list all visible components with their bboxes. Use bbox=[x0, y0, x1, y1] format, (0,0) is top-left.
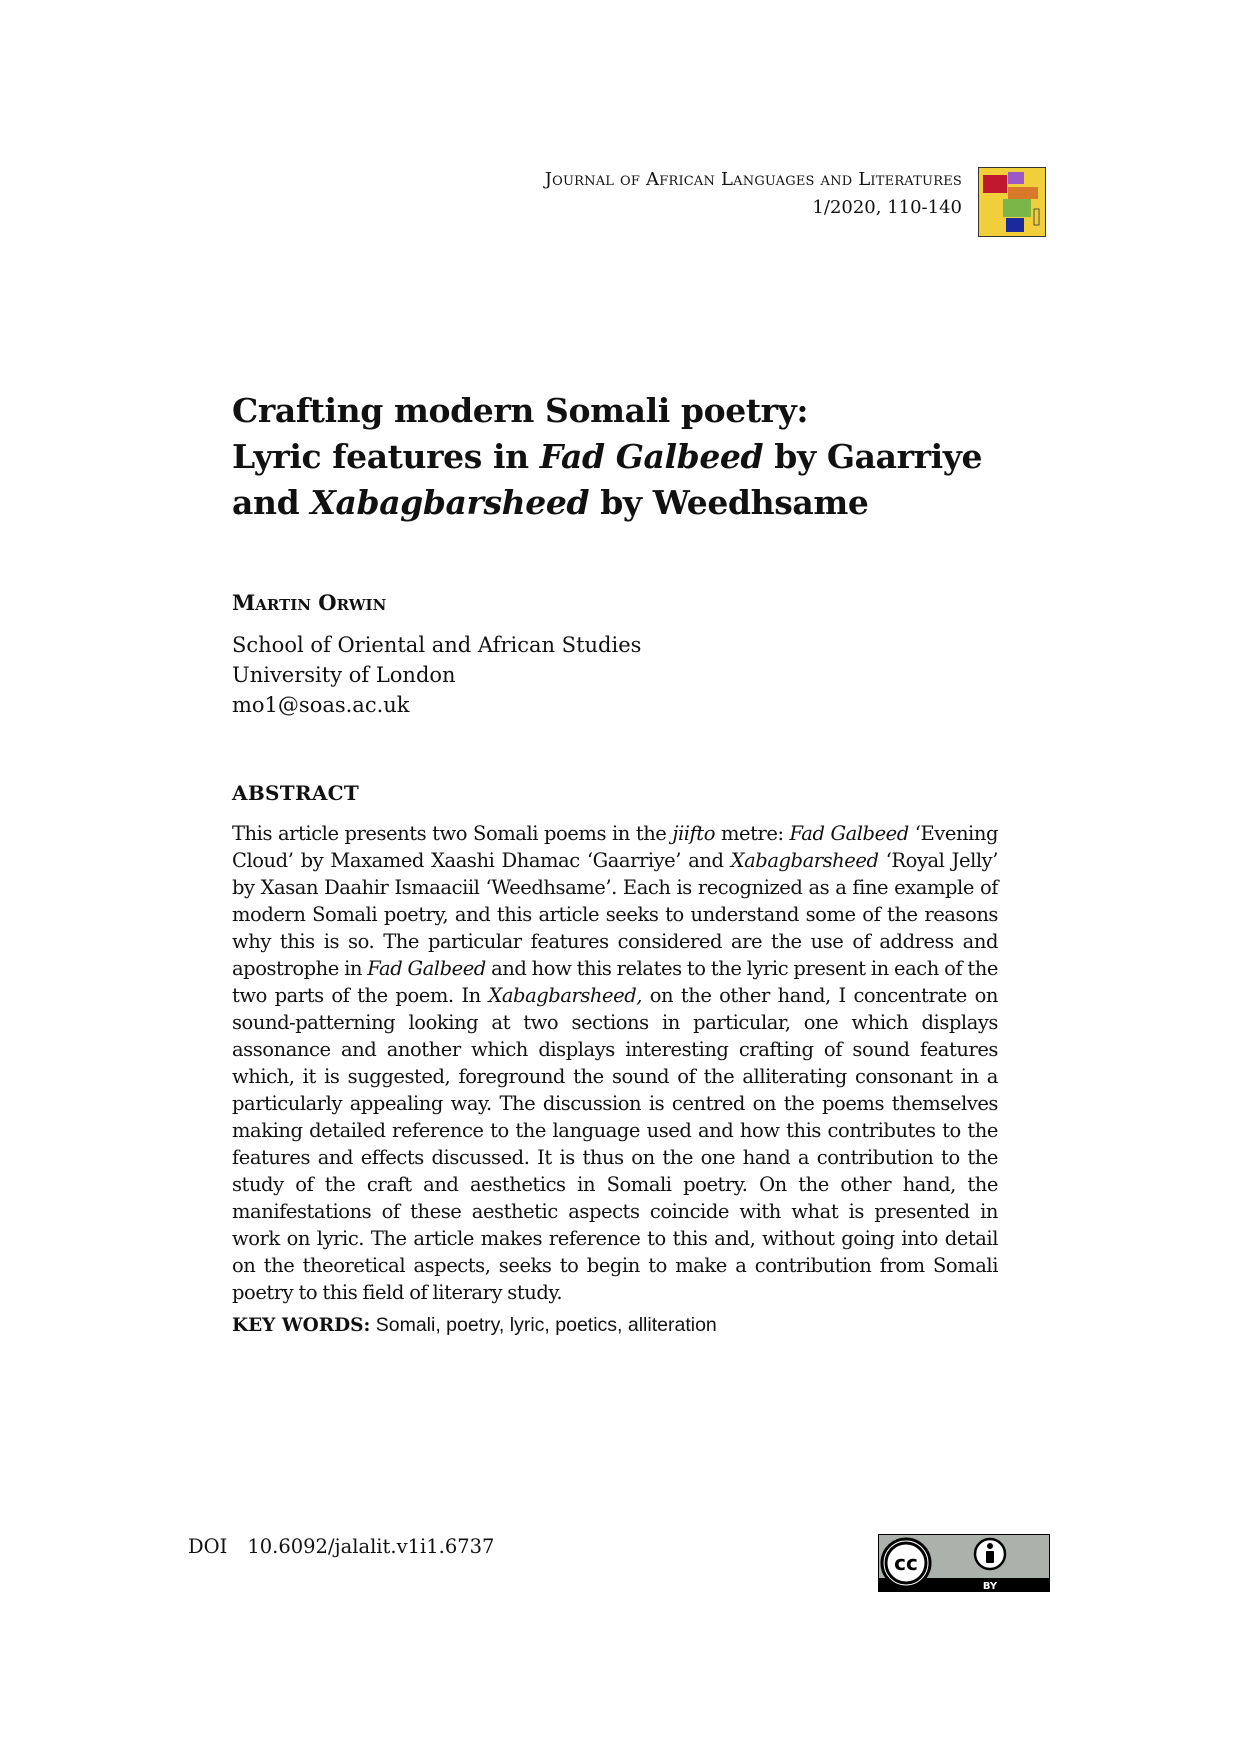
abstract-italic: jiifto bbox=[672, 822, 715, 845]
abstract-heading: ABSTRACT bbox=[232, 781, 360, 805]
journal-name: Journal of African Languages and Literatures bbox=[544, 169, 962, 190]
doi-label: DOI bbox=[188, 1535, 228, 1558]
keywords bbox=[232, 1310, 998, 1341]
title-line-1: Crafting modern Somali poetry: bbox=[232, 391, 809, 430]
keywords-value: Somali, poetry, lyric, poetics, alliteration bbox=[370, 1314, 717, 1336]
abstract-fragment: This article presents two Somali poems in the bbox=[232, 822, 673, 845]
title-line-2 bbox=[232, 434, 1012, 480]
keywords-label: KEY WORDS: bbox=[232, 1315, 371, 1336]
abstract-fragment: ‘Royal Jelly’ by Xasan Daahir Ismaaciil ‘Weedhsame’. Each is recognized as a fine example of modern Somali poetry, and this article seeks to understand some of the reasons why this is so. The particular features considered are the use of address and apostrophe in bbox=[232, 849, 998, 980]
article-title bbox=[232, 388, 1012, 526]
title-text: Lyric features in bbox=[232, 437, 540, 476]
title-poem-2: Xabagbarsheed bbox=[310, 483, 590, 522]
abstract-text bbox=[232, 820, 998, 1306]
cc-text: cc bbox=[894, 1551, 918, 1575]
abstract-section bbox=[232, 778, 998, 1341]
doi bbox=[188, 1532, 494, 1562]
abstract-fragment: metre: bbox=[715, 822, 790, 845]
author-name: Martin Orwin bbox=[232, 590, 387, 615]
author-email[interactable]: mo1@soas.ac.uk bbox=[232, 693, 410, 717]
abstract-italic: Fad Galbeed bbox=[789, 822, 909, 845]
abstract-italic: Xabagbarsheed bbox=[730, 849, 879, 872]
author-block bbox=[232, 588, 932, 720]
doi-value[interactable]: 10.6092/jalalit.v1i1.6737 bbox=[247, 1535, 495, 1558]
title-line-3 bbox=[232, 480, 1012, 526]
abstract-italic: Fad Galbeed bbox=[367, 957, 486, 980]
title-text: by Weedhsame bbox=[589, 483, 869, 522]
abstract-fragment: ‘Evening Cloud’ by Maxamed Xaashi Dhamac ‘Gaarriye’ and bbox=[232, 822, 998, 872]
by-text: BY bbox=[982, 1581, 998, 1592]
cc-by-license-icon[interactable] bbox=[878, 1534, 1050, 1592]
title-text: and bbox=[232, 483, 311, 522]
abstract-italic: Xabagbarsheed, bbox=[488, 984, 642, 1007]
journal-header bbox=[545, 166, 962, 222]
journal-logo-icon bbox=[978, 167, 1046, 237]
title-text: by Gaarriye bbox=[763, 437, 983, 476]
author-affiliation: School of Oriental and African Studies bbox=[232, 633, 642, 657]
abstract-fragment: on the other hand, I concentrate on sound-patterning looking at two sections in particular, one which displays assonance and another which displays interesting crafting of sound features which, it is suggested, foreground the sound of the alliterating consonant in a particularly appealing way. The discussion is centred on the poems themselves making detailed reference to the language used and how this contributes to the features and effects discussed. It is thus on the one hand a contribution to the study of the craft and aesthetics in Somali poetry. On the other hand, the manifestations of these aesthetic aspects coincide with what is presented in work on lyric. The article makes reference to this and, without going into detail on the theoretical aspects, seeks to begin to make a contribution from Somali poetry to this field of literary study. bbox=[232, 984, 999, 1304]
journal-issue: 1/2020, 110-140 bbox=[812, 197, 962, 218]
author-affiliation: University of London bbox=[232, 663, 456, 687]
title-poem-1: Fad Galbeed bbox=[539, 437, 764, 476]
abstract-fragment: and how this relates to the lyric present in each of the two parts of the poem. In bbox=[232, 957, 998, 1007]
